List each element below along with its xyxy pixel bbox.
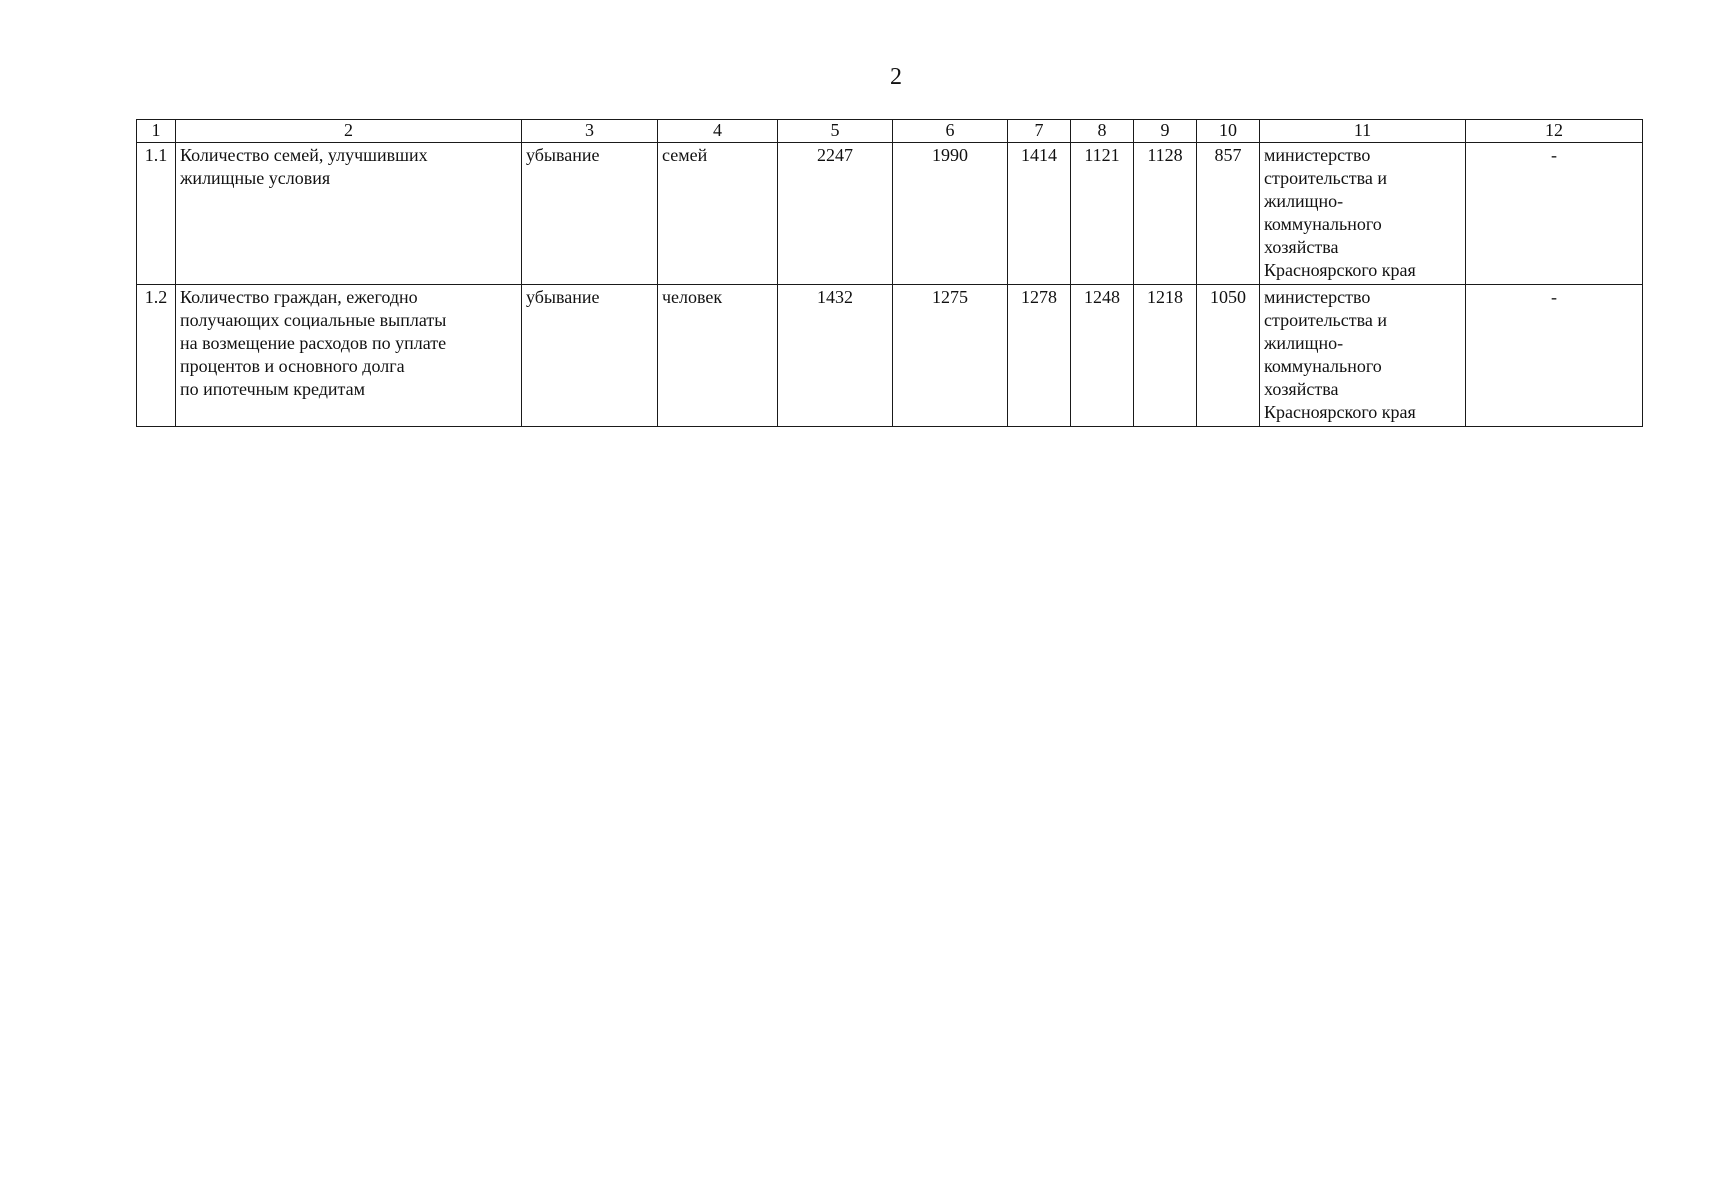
value-col8: 1121 (1071, 143, 1134, 285)
column-number-header: 4 (658, 120, 778, 143)
trend-cell: убывание (522, 285, 658, 427)
value-col5: 2247 (778, 143, 893, 285)
row-number: 1.1 (137, 143, 176, 285)
value-col6: 1990 (893, 143, 1008, 285)
table-header-row (137, 120, 1643, 143)
indicator-name (176, 285, 522, 427)
indicator-line: Количество семей, улучшивших (180, 145, 428, 165)
indicator-line: на возмещение расходов по уплате (180, 333, 447, 353)
unit-cell: семей (658, 143, 778, 285)
column-number-header: 6 (893, 120, 1008, 143)
column-number-header: 11 (1260, 120, 1466, 143)
indicator-line: процентов и основного долга (180, 356, 405, 376)
responsible-body (1260, 285, 1466, 427)
responsible-line: коммунального (1264, 356, 1382, 376)
responsible-line: жилищно- (1264, 191, 1344, 211)
column-number-header: 7 (1008, 120, 1071, 143)
responsible-line: строительства и (1264, 310, 1387, 330)
value-col8: 1248 (1071, 285, 1134, 427)
note-cell: - (1466, 285, 1643, 427)
row-number: 1.2 (137, 285, 176, 427)
responsible-line: жилищно- (1264, 333, 1344, 353)
responsible-line: хозяйства (1264, 237, 1339, 257)
value-col10: 857 (1197, 143, 1260, 285)
column-number-header: 3 (522, 120, 658, 143)
responsible-line: Красноярского края (1264, 402, 1416, 422)
responsible-line: министерство (1264, 287, 1371, 307)
unit-cell: человек (658, 285, 778, 427)
note-cell: - (1466, 143, 1643, 285)
value-col9: 1218 (1134, 285, 1197, 427)
indicator-line: Количество граждан, ежегодно (180, 287, 418, 307)
indicators-table (136, 119, 1643, 427)
value-col7: 1414 (1008, 143, 1071, 285)
value-col9: 1128 (1134, 143, 1197, 285)
indicator-line: жилищные условия (180, 168, 331, 188)
responsible-line: хозяйства (1264, 379, 1339, 399)
responsible-line: коммунального (1264, 214, 1382, 234)
column-number-header: 5 (778, 120, 893, 143)
indicator-name (176, 143, 522, 285)
responsible-line: министерство (1264, 145, 1371, 165)
column-number-header: 9 (1134, 120, 1197, 143)
table-row (137, 143, 1643, 285)
value-col7: 1278 (1008, 285, 1071, 427)
indicator-line: получающих социальные выплаты (180, 310, 447, 330)
responsible-line: строительства и (1264, 168, 1387, 188)
value-col6: 1275 (893, 285, 1008, 427)
page-number: 2 (890, 64, 902, 90)
column-number-header: 12 (1466, 120, 1643, 143)
column-number-header: 10 (1197, 120, 1260, 143)
column-number-header: 2 (176, 120, 522, 143)
responsible-body (1260, 143, 1466, 285)
column-number-header: 8 (1071, 120, 1134, 143)
trend-cell: убывание (522, 143, 658, 285)
responsible-line: Красноярского края (1264, 260, 1416, 280)
indicator-line: по ипотечным кредитам (180, 379, 365, 399)
value-col5: 1432 (778, 285, 893, 427)
table-row (137, 285, 1643, 427)
value-col10: 1050 (1197, 285, 1260, 427)
column-number-header: 1 (137, 120, 176, 143)
